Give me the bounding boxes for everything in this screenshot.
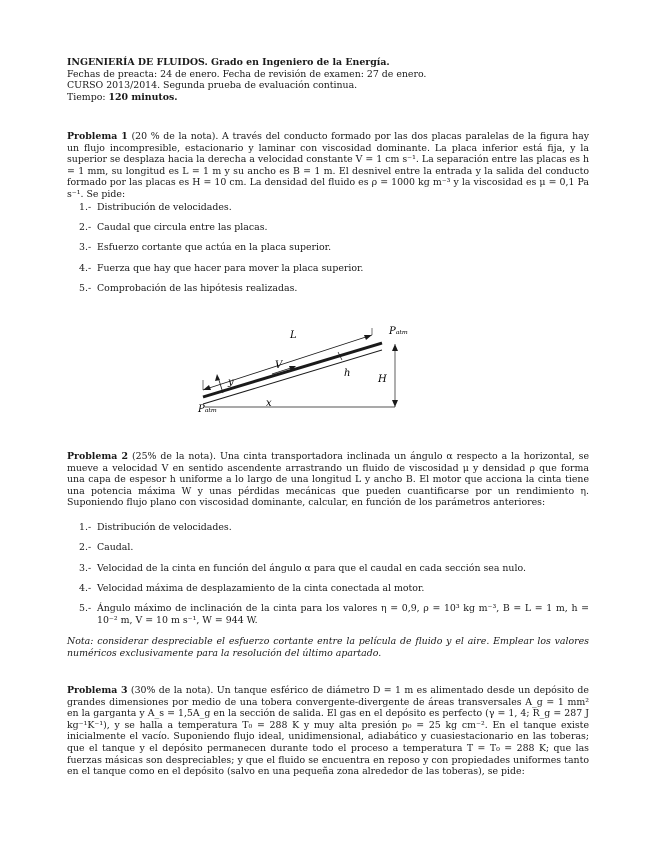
dates-line: Fechas de preacta: 24 de enero. Fecha de revisión de examen: 27 de enero. — [67, 68, 427, 80]
problem-2-item — [79, 542, 589, 554]
item-number: 2.- — [79, 222, 92, 233]
problem-3-title: Problema 3 — [67, 685, 128, 696]
item-number: 1.- — [79, 202, 92, 213]
item-number: 2.- — [79, 542, 92, 553]
item-number: 5.- — [79, 603, 92, 614]
problem-2-item — [79, 583, 589, 595]
item-text: Caudal. — [97, 542, 134, 553]
time-line — [67, 92, 589, 104]
item-text: Ángulo máximo de inclinación de la cinta para los valores η = 0,9, ρ = 10³ kg m⁻³, B = L = 1 m, h = 10⁻² m, V = 10 m s⁻¹, W = 944 W. — [97, 603, 589, 626]
time-value: 120 minutos. — [108, 91, 178, 103]
problem-1-text: (20 % de la nota). A través del conducto formado por las dos placas paralelas de la figura hay un flujo incompresible, estacionario y laminar con viscosidad dominante. La placa inferior está fija, y la superior se desplaza hacia la derecha a velocidad constante V = 1 cm s⁻¹. La separación entre las placas es h = 1 mm, su longitud es L = 1 m y su ancho es B = 1 m. El desnivel entre la entrada y la salida del conducto formado por las placas es H = 10 cm. La densidad del fluido es ρ = 1000 kg m⁻³ y la viscosidad es μ = 0,1 Pa s⁻¹. Se pide: — [67, 131, 589, 200]
problem-1-title: Problema 1 — [67, 131, 128, 142]
item-number: 4.- — [79, 263, 92, 274]
problem-2-statement — [67, 451, 589, 509]
item-number: 4.- — [79, 583, 92, 594]
problem-3-text: (30% de la nota). Un tanque esférico de diámetro D = 1 m es alimentado desde un depósito de grandes dimensiones por medio de una tobera convergente-divergente de áreas transversales A_g = 1 mm² en la garganta y A_s = 1,5A_g en la sección de salida. El gas en el depósito es perfecto (γ = 1, 4; R_g = 287 J kg⁻¹K⁻¹), y se halla a temperatura T₀ = 288 K y muy alta presión p₀ = 25 kg cm⁻². En el tanque existe inicialmente el vacío. Suponiendo flujo ideal, unidimensional, adiabático y cuasiestacionario en las toberas; que el tanque y el depósito permanecen durante todo el proceso a temperatura T = T₀ = 288 K; que las fuerzas másicas son despreciables; y que el fluido se encuentra en reposo y con propiedades uniformes tanto en el tanque como en el depósito (salvo en una pequeña zona alrededor de las toberas), se pide: — [67, 685, 589, 778]
problem-1-item — [79, 222, 589, 234]
problem-1-item — [79, 202, 589, 214]
height-arrowhead — [392, 400, 398, 407]
problem-2-item — [79, 563, 589, 575]
label-L: L — [290, 330, 297, 341]
course-line: CURSO 2013/2014. Segunda prueba de evaluación continua. — [67, 80, 358, 92]
item-text: Caudal que circula entre las placas. — [97, 222, 268, 233]
item-text: Velocidad máxima de desplazamiento de la cinta conectada al motor. — [97, 583, 425, 594]
problem-3-statement — [67, 685, 589, 778]
inclined-plates-figure — [190, 318, 430, 418]
problem-1-item — [79, 263, 589, 275]
label-V: V — [275, 360, 283, 371]
label-patm-inlet: Pₐₜₘ — [198, 404, 218, 415]
label-y: y — [228, 377, 234, 388]
time-label: Tiempo: — [67, 91, 109, 103]
label-h: h — [344, 368, 351, 379]
exam-title: INGENIERÍA DE FLUIDOS. Grado en Ingeniero de la Energía. — [67, 57, 390, 68]
item-text: Comprobación de las hipótesis realizadas. — [97, 283, 298, 294]
problem-1-statement — [67, 131, 589, 201]
item-number: 3.- — [79, 242, 92, 253]
problem-2-item — [79, 603, 589, 626]
upper-plate — [203, 343, 382, 397]
problem-2-note: Nota: considerar despreciable el esfuerzo cortante entre la película de fluido y el aire. Emplear los valores numéricos exclusivamente para la resolución del último apartado. — [67, 636, 589, 659]
problem-2-title: Problema 2 — [67, 451, 129, 462]
label-H: H — [378, 374, 387, 385]
item-text: Velocidad de la cinta en función del ángulo α para que el caudal en cada sección sea nulo. — [97, 563, 526, 574]
item-text: Fuerza que hay que hacer para mover la placa superior. — [97, 263, 364, 274]
exam-header — [67, 57, 589, 103]
item-text: Distribución de velocidades. — [97, 522, 232, 533]
item-text: Esfuerzo cortante que actúa en la placa superior. — [97, 242, 332, 253]
problem-1-item — [79, 242, 589, 254]
label-x: x — [266, 398, 272, 409]
item-number: 5.- — [79, 283, 92, 294]
label-patm-outlet: Pₐₜₘ — [389, 326, 409, 337]
y-axis-arrowhead — [215, 374, 220, 381]
length-arrowhead — [203, 385, 211, 390]
item-text: Distribución de velocidades. — [97, 202, 232, 213]
problem-2-text: (25% de la nota). Una cinta transportadora inclinada un ángulo α respecto a la horizontal, se mueve a velocidad V en sentido ascendente arrastrando un fluido de viscosidad μ y densidad ρ que forma una capa de espesor h uniforme a lo largo de una longitud L y ancho B. El motor que acciona la cinta tiene una potencia máxima W y unas pérdidas mecánicas que pueden cuantificarse por un rendimiento η. Suponiendo flujo plano con viscosidad dominante, calcular, en función de los parámetros anteriores: — [67, 451, 589, 509]
item-number: 3.- — [79, 563, 92, 574]
problem-1-item — [79, 283, 589, 295]
length-arrowhead — [364, 335, 372, 340]
item-number: 1.- — [79, 522, 92, 533]
height-arrowhead — [392, 344, 398, 351]
problem-2-item — [79, 522, 589, 534]
